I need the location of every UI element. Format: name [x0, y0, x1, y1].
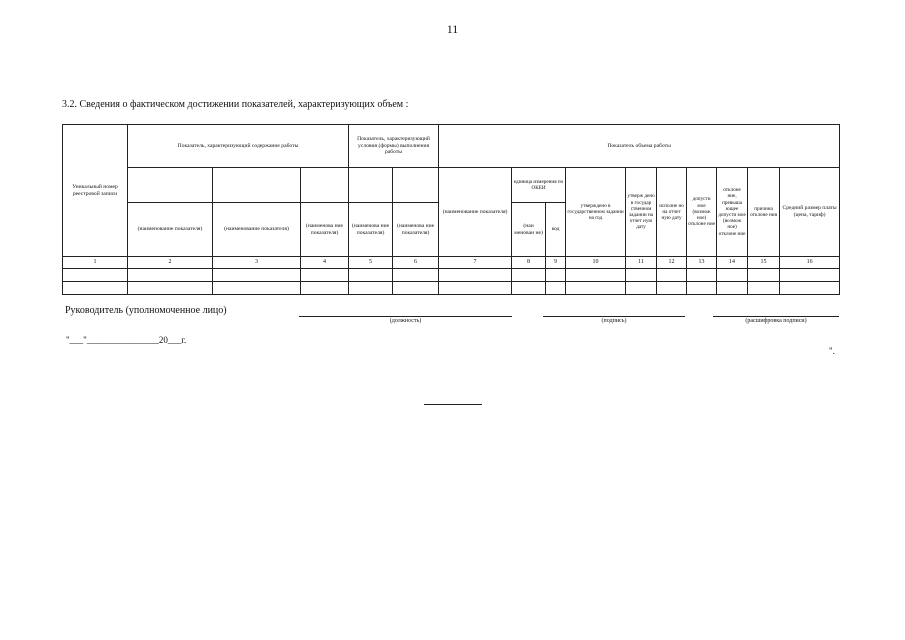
data-cell[interactable] [63, 282, 128, 295]
column-number: 3 [213, 257, 301, 269]
header-allowed-deviation: допусти мое (возмож ное) отклоне ние [687, 168, 717, 257]
header-unit-name: (наи менован ие) [512, 203, 546, 257]
column-number: 16 [780, 257, 840, 269]
data-cell[interactable] [213, 282, 301, 295]
data-cell[interactable] [439, 282, 512, 295]
position-caption: (должность) [389, 318, 422, 324]
data-cell[interactable] [512, 282, 546, 295]
column-number: 6 [393, 257, 439, 269]
footnote-divider [424, 404, 482, 405]
header-avg-fee: Средний размер платы (цена, тариф) [780, 168, 840, 257]
header-content-group: Показатель, характеризующий содержание работы [128, 125, 349, 168]
position-line[interactable] [299, 316, 512, 317]
data-cell[interactable] [546, 269, 566, 282]
data-cell[interactable] [687, 282, 717, 295]
data-cell[interactable] [512, 269, 546, 282]
column-number: 12 [657, 257, 687, 269]
data-cell[interactable] [626, 282, 657, 295]
data-cell[interactable] [717, 282, 748, 295]
column-number: 7 [439, 257, 512, 269]
header-deviation-exceeding: отклоне ние, превыша ющее допусти мое (возмож ное) отклоне ние [717, 168, 748, 257]
data-cell[interactable] [657, 269, 687, 282]
volume-indicators-table [62, 124, 840, 295]
data-cell[interactable] [717, 269, 748, 282]
column-number: 15 [748, 257, 780, 269]
empty-cell [213, 168, 301, 203]
data-cell[interactable] [748, 282, 780, 295]
signature-caption: (подпись) [601, 318, 627, 324]
page-number: 11 [446, 22, 459, 36]
column-number: 10 [566, 257, 626, 269]
data-cell[interactable] [213, 269, 301, 282]
header-approved-date: утверж дено в государ ственном задании на отчет ную дату [626, 168, 657, 257]
table-row [63, 282, 840, 295]
data-cell[interactable] [780, 269, 840, 282]
header-unit-okei: единица измерения по ОКЕИ [512, 168, 566, 203]
data-cell[interactable] [748, 269, 780, 282]
empty-cell [393, 168, 439, 203]
header-unique-number: Уникальный номер реестровой записи [63, 125, 128, 257]
data-cell[interactable] [393, 282, 439, 295]
header-volume-group: Показатель объема работы [439, 125, 840, 168]
column-number: 9 [546, 257, 566, 269]
empty-cell [128, 168, 213, 203]
data-cell[interactable] [687, 269, 717, 282]
header-indicator-name: (наименование показателя) [128, 203, 213, 257]
header-indicator-name: (наименование показателя) [213, 203, 301, 257]
column-number: 4 [301, 257, 349, 269]
signature-line[interactable] [543, 316, 685, 317]
empty-cell [301, 168, 349, 203]
signature-lead-label: Руководитель (уполномоченное лицо) [65, 305, 227, 316]
data-cell[interactable] [439, 269, 512, 282]
data-cell[interactable] [546, 282, 566, 295]
decoding-line[interactable] [713, 316, 839, 317]
decoding-caption: (расшифровка подписи) [745, 318, 807, 324]
column-number: 11 [626, 257, 657, 269]
data-cell[interactable] [657, 282, 687, 295]
data-cell[interactable] [128, 269, 213, 282]
empty-cell [349, 168, 393, 203]
column-number: 13 [687, 257, 717, 269]
column-number: 5 [349, 257, 393, 269]
table-row [63, 269, 840, 282]
column-number: 1 [63, 257, 128, 269]
header-reason: причина отклоне ния [748, 168, 780, 257]
header-conditions-group: Показатель, характеризующий условия (формы) выполнения работы [349, 125, 439, 168]
header-unit-code: код [546, 203, 566, 257]
data-cell[interactable] [566, 269, 626, 282]
data-cell[interactable] [301, 282, 349, 295]
section-title: 3.2. Сведения о фактическом достижении показателей, характеризующих объем : [62, 99, 409, 110]
header-volume-name: (наименование показателя) [439, 168, 512, 257]
column-number: 2 [128, 257, 213, 269]
closing-quote: ". [829, 346, 835, 356]
header-executed: исполне но на отчет ную дату [657, 168, 687, 257]
column-number: 8 [512, 257, 546, 269]
data-cell[interactable] [301, 269, 349, 282]
header-approved-year: утверждено в государственном задании на год [566, 168, 626, 257]
data-cell[interactable] [780, 282, 840, 295]
data-cell[interactable] [349, 269, 393, 282]
date-line[interactable]: "___"________________20___г. [66, 335, 187, 345]
header-indicator-name: (наименова ние показателя) [349, 203, 393, 257]
data-cell[interactable] [128, 282, 213, 295]
data-cell[interactable] [393, 269, 439, 282]
data-cell[interactable] [63, 269, 128, 282]
data-cell[interactable] [626, 269, 657, 282]
header-indicator-name: (наименова ние показателя) [393, 203, 439, 257]
data-cell[interactable] [349, 282, 393, 295]
data-cell[interactable] [566, 282, 626, 295]
header-indicator-name: (наименова ние показателя) [301, 203, 349, 257]
column-number: 14 [717, 257, 748, 269]
